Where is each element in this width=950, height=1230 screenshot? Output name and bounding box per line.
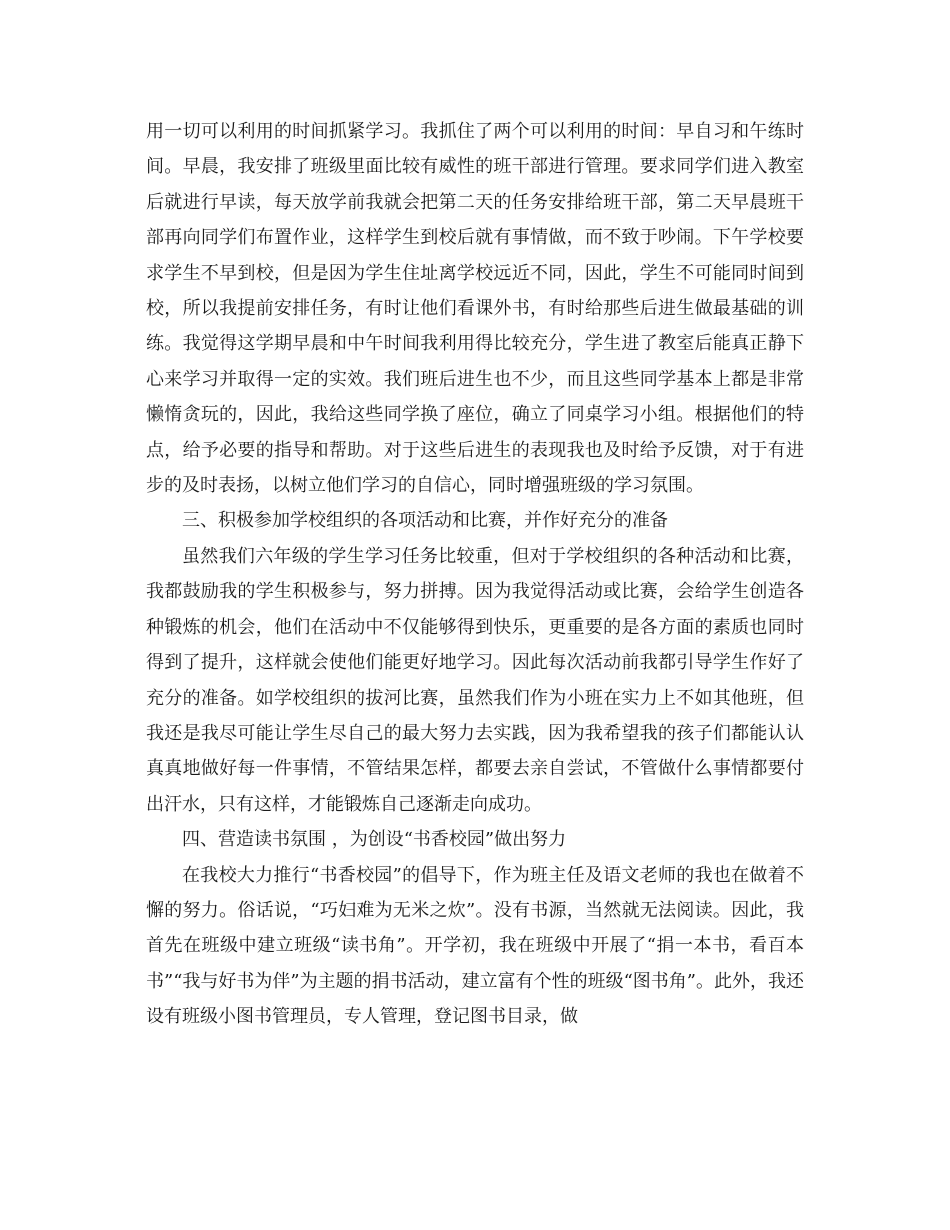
body-paragraph-study-time: 用一切可以利用的时间抓紧学习。我抓住了两个可以利用的时间：早自习和午练时间。早晨，我安排了班级里面比较有威性的班干部进行管理。要求同学们进入教室后就进行早读，每天放学前我就会把第二天的任务安排给班干部，第二天早晨班干部再向同学们布置作业，这样学生到校后就有事情做，而不致于吵闹。下午学校要求学生不早到校，但是因为学生住址离学校远近不同，因此，学生不可能同时间到校，所以我提前安排任务，有时让他们看课外书，有时给那些后进生做最基础的训练。我觉得这学期早晨和中午时间我利用得比较充分，学生进了教室后能真正静下心来学习并取得一定的实效。我们班后进生也不少，而且这些同学基本上都是非常懒惰贪玩的，因此，我给这些同学换了座位，确立了同桌学习小组。根据他们的特点，给予必要的指导和帮助。对于这些后进生的表现我也及时给予反馈，对于有进步的及时表扬，以树立他们学习的自信心，同时增强班级的学习氛围。	[146, 121, 804, 497]
document-body	[146, 114, 804, 1035]
body-paragraph-activities: 虽然我们六年级的学生学习任务比较重，但对于学校组织的各种活动和比赛，我都鼓励我的学生积极参与，努力拼搏。因为我觉得活动或比赛，会给学生创造各种锻炼的机会，他们在活动中不仅能够得到快乐，更重要的是各方面的素质也同时得到了提升，这样就会使他们能更好地学习。因此每次活动前我都引导学生作好了充分的准备。如学校组织的拔河比赛，虽然我们作为小班在实力上不如其他班，但我还是我尽可能让学生尽自己的最大努力去实践，因为我希望我的孩子们都能认认真真地做好每一件事情，不管结果怎样，都要去亲自尝试，不管做什么事情都要付出汗水，只有这样，才能锻炼自己逐渐走向成功。	[146, 545, 804, 815]
section-heading-reading: 四、营造读书氛围 ，为创设“书香校园”做出努力	[182, 829, 567, 851]
section-heading-activities: 三、积极参加学校组织的各项活动和比赛，并作好充分的准备	[182, 510, 668, 532]
body-paragraph-reading: 在我校大力推行“书香校园”的倡导下，作为班主任及语文老师的我也在做着不懈的努力。俗话说，“巧妇难为无米之炊”。没有书源，当然就无法阅读。因此，我首先在班级中建立班级“读书角”。开学初，我在班级中开展了“捐一本书，看百本书”“我与好书为伴”为主题的捐书活动，建立富有个性的班级“图书角”。此外，我还设有班级小图书管理员，专人管理，登记图书目录，做	[146, 864, 805, 1028]
